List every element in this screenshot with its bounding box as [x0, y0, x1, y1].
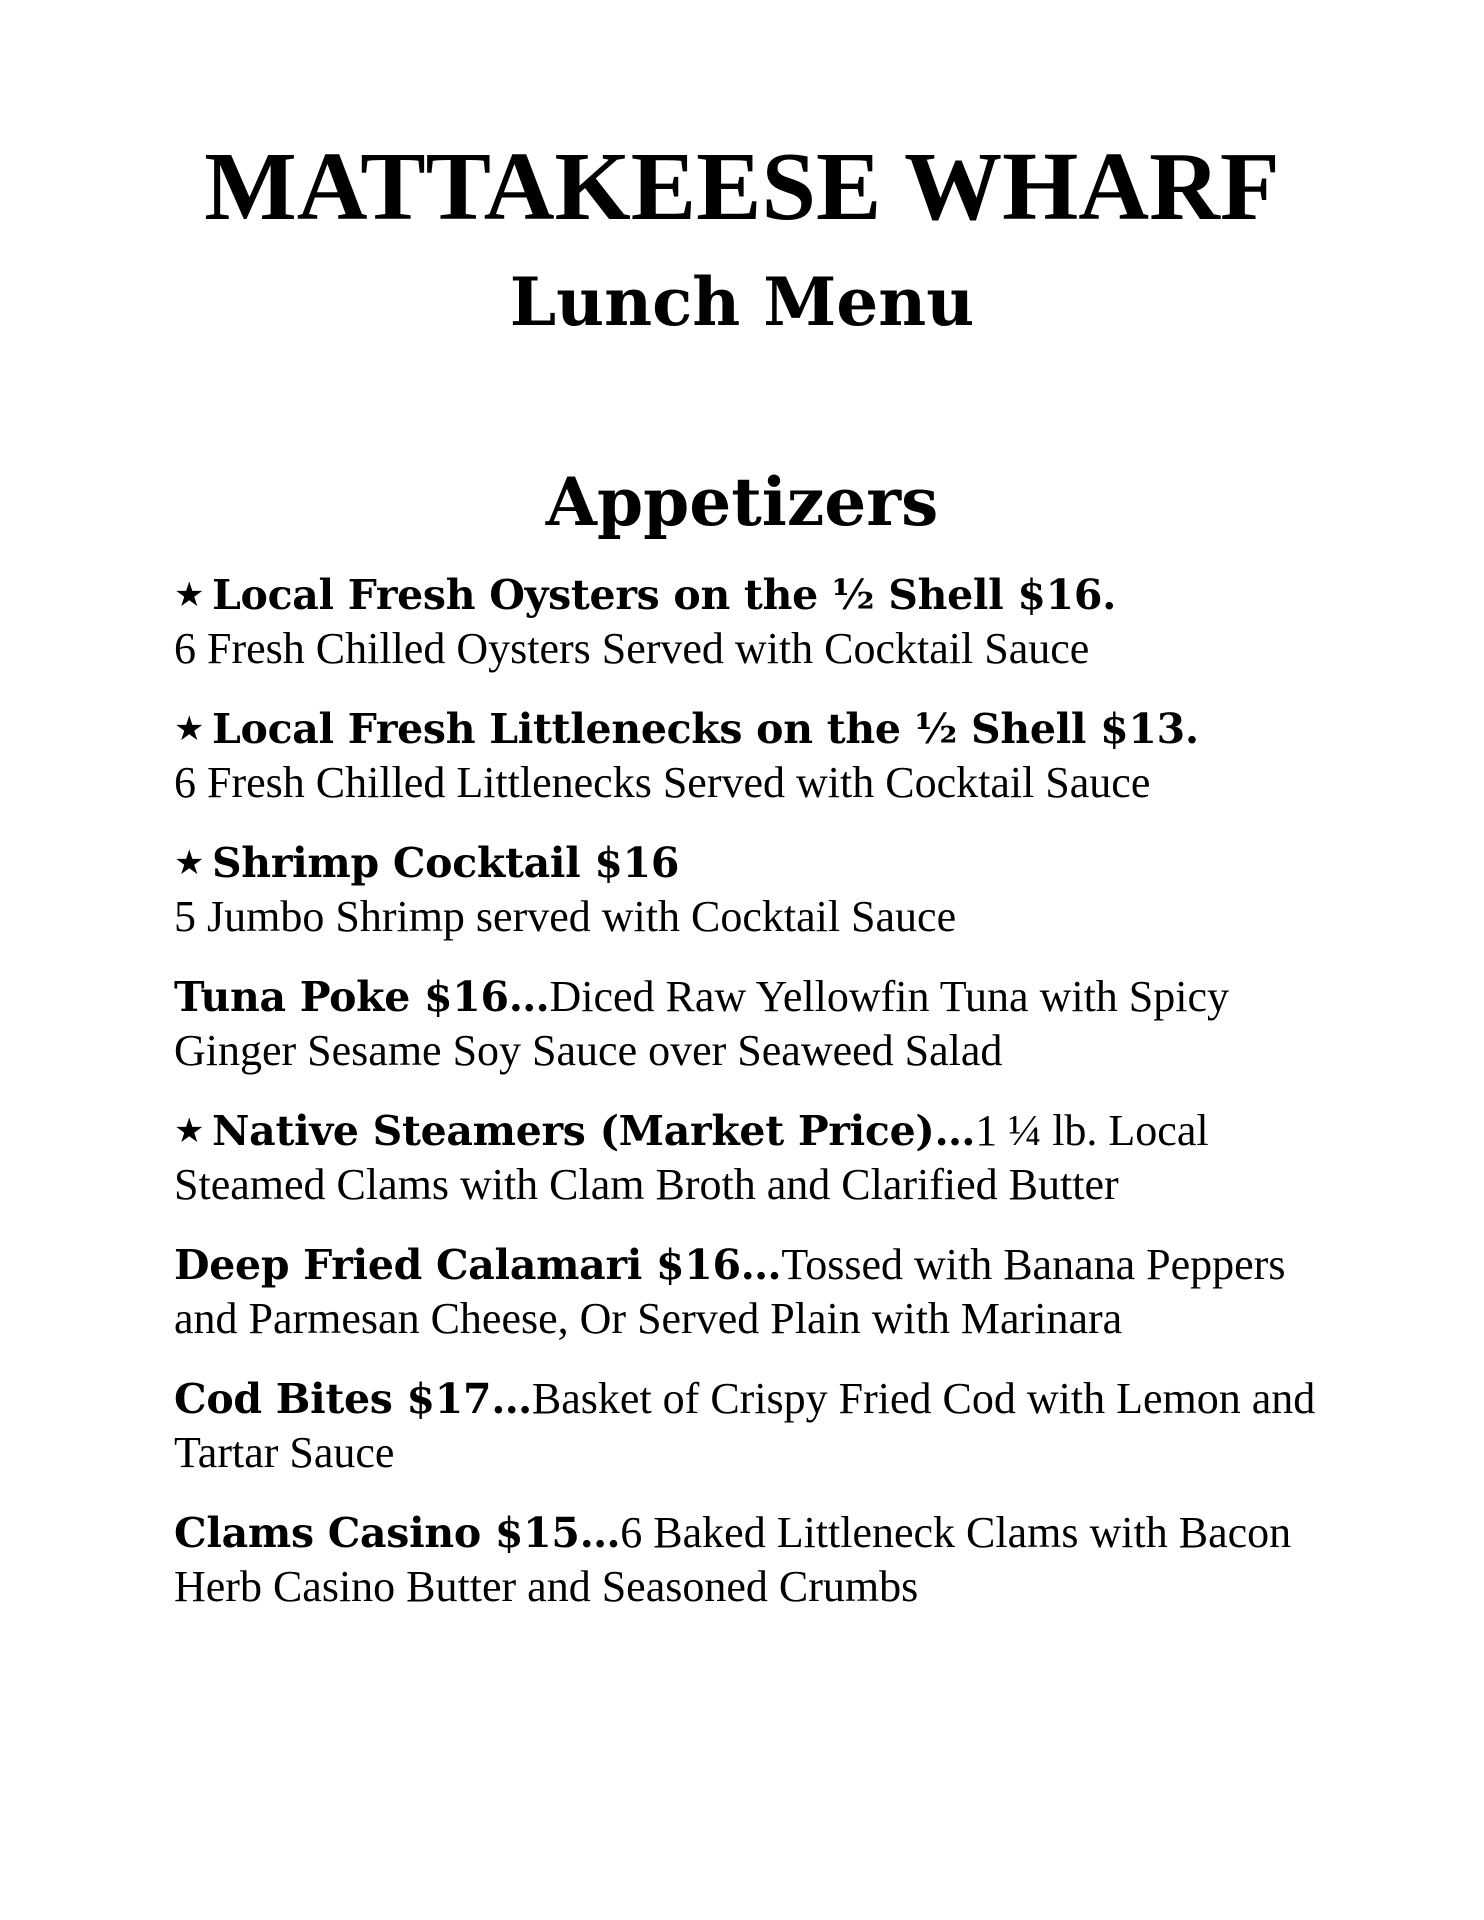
menu-title: Lunch Menu: [509, 263, 975, 341]
appetizer-list: [174, 568, 1324, 1640]
section-title-appetizers: Appetizers: [545, 463, 939, 541]
menu-item-description: 1 ¼ lb. Local Steamed Clams with Clam Broth and Clarified Butter: [174, 1106, 1209, 1209]
star-icon: ★: [174, 709, 205, 749]
menu-item-name: Deep Fried Calamari $16…: [174, 1241, 782, 1289]
menu-item-name: Clams Casino $15…: [174, 1509, 621, 1557]
menu-item-description: 6 Fresh Chilled Oysters Served with Cocktail Sauce: [174, 624, 1090, 673]
star-icon: ★: [174, 1111, 205, 1151]
menu-item-name: Cod Bites $17…: [174, 1375, 532, 1423]
star-icon: ★: [174, 575, 205, 615]
menu-item-description: 6 Baked Littleneck Clams with Bacon Herb Casino Butter and Seasoned Crumbs: [174, 1508, 1292, 1611]
star-icon: ★: [174, 843, 205, 883]
menu-item: [174, 1104, 1324, 1212]
menu-item-description: Diced Raw Yellowfin Tuna with Spicy Ginger Sesame Soy Sauce over Seaweed Salad: [174, 972, 1230, 1075]
menu-item-description: Basket of Crispy Fried Cod with Lemon and Tartar Sauce: [174, 1374, 1316, 1477]
menu-item-name: ★ Local Fresh Oysters on the ½ Shell $16.: [174, 571, 1116, 619]
menu-item: [174, 1506, 1324, 1614]
restaurant-name: MATTAKEESE WHARF: [204, 133, 1280, 241]
menu-item: [174, 836, 1324, 944]
menu-item-description: 5 Jumbo Shrimp served with Cocktail Sauce: [174, 892, 957, 941]
menu-item-name: ★ Local Fresh Littlenecks on the ½ Shell $13.: [174, 705, 1199, 753]
menu-item: [174, 568, 1324, 676]
menu-item-name: Tuna Poke $16…: [174, 973, 550, 1021]
menu-item-name: ★ Native Steamers (Market Price)…: [174, 1107, 975, 1155]
menu-item: [174, 970, 1324, 1078]
menu-item-description: 6 Fresh Chilled Littlenecks Served with Cocktail Sauce: [174, 758, 1151, 807]
menu-item-description: Tossed with Banana Peppers and Parmesan Cheese, Or Served Plain with Marinara: [174, 1240, 1286, 1343]
menu-item: [174, 1372, 1324, 1480]
menu-item: [174, 702, 1324, 810]
menu-item: [174, 1238, 1324, 1346]
menu-item-name: ★ Shrimp Cocktail $16: [174, 839, 679, 887]
